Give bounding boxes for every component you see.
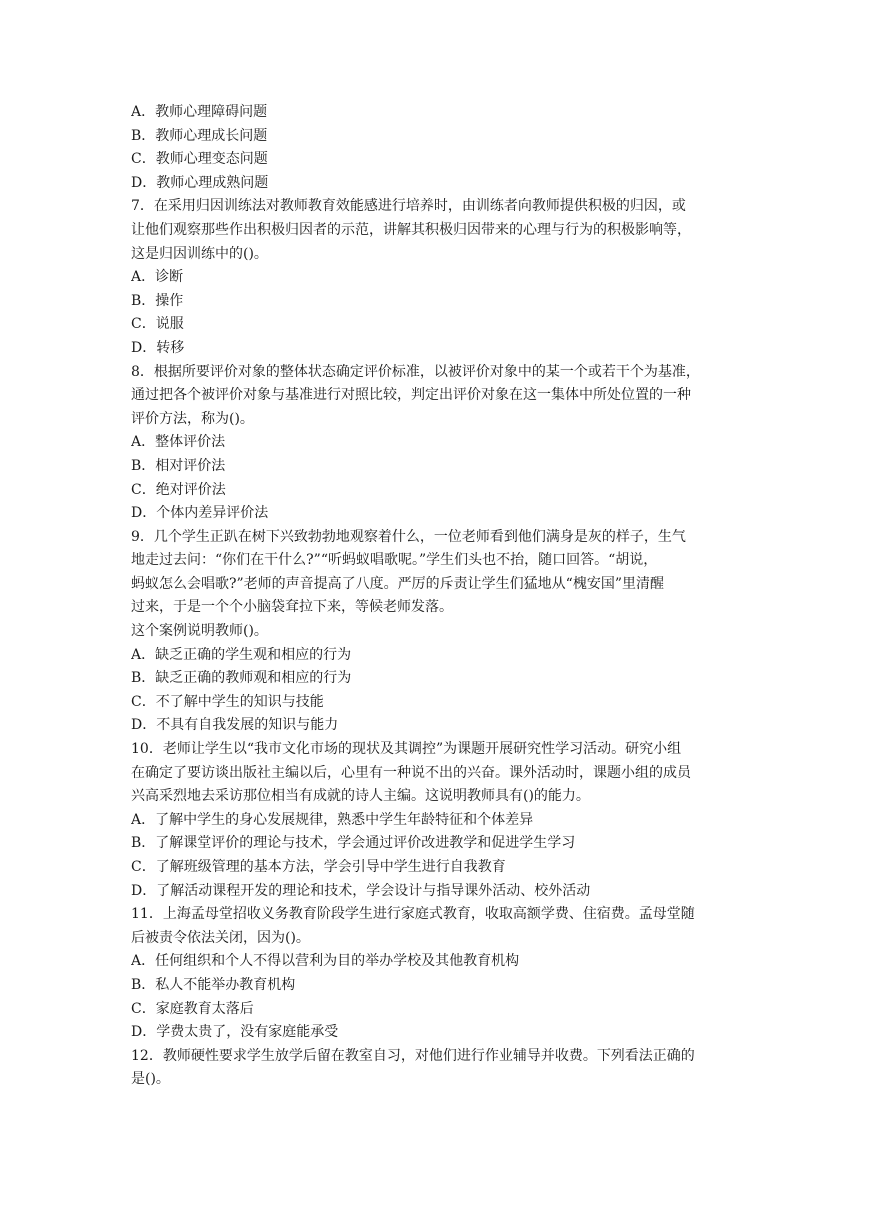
answer-option: A．教师心理障碍问题 [131,104,268,120]
document-page [131,101,741,1092]
question-line: 过来，于是一个个小脑袋耷拉下来，等候老师发落。 [131,599,453,616]
question-line: 评价方法，称为()。 [131,410,254,427]
question-line: 这是归因训练中的()。 [131,245,268,262]
question-line: 11．上海孟母堂招收义务教育阶段学生进行家庭式教育，收取高额学费、住宿费。孟母堂随 [131,906,695,923]
question-line: 后被责令依法关闭，因为()。 [131,929,310,946]
answer-option: D．了解活动课程开发的理论和技术，学会设计与指导课外活动、校外活动 [131,882,591,899]
question-line: 在确定了要访谈出版社主编以后，心里有一种说不出的兴奋。课外活动时，课题小组的成员 [131,764,691,781]
answer-option: C．教师心理变态问题 [131,151,268,168]
question-line: 10．老师让学生以“我市文化市场的现状及其调控”为课题开展研究性学习活动。研究小组 [131,741,682,758]
question-stem [131,903,741,950]
answer-option: C．说服 [131,316,184,333]
question-line: 地走过去问：“你们在干什么?”“听蚂蚁唱歌呢。”学生们头也不抬，随口回答。“胡说， [131,552,658,569]
answer-option: B．操作 [131,292,184,309]
answer-option: D．学费太贵了，没有家庭能承受 [131,1024,339,1041]
answer-option: A．了解中学生的身心发展规律，熟悉中学生年龄特征和个体差异 [131,811,534,828]
question-line: 通过把各个被评价对象与基准进行对照比较，判定出评价对象在这一集体中所处位置的一种 [131,387,691,404]
answer-option: B．缺乏正确的教师观和相应的行为 [131,670,352,687]
question-stem [131,361,741,432]
question-line: 这个案例说明教师()。 [131,623,268,640]
answer-option: B．教师心理成长问题 [131,127,268,144]
answer-option: C．家庭教育太落后 [131,1000,254,1017]
question-line: 7．在采用归因训练法对教师教育效能感进行培养时，由训练者向教师提供积极的归因，或 [131,198,686,215]
question-stem [131,738,741,809]
question-line: 8．根据所要评价对象的整体状态确定评价标准，以被评价对象中的某一个或若干个为基准， [131,363,700,380]
question-stem [131,1045,741,1092]
answer-option: D．教师心理成熟问题 [131,174,269,191]
answer-option: A．任何组织和个人不得以营利为目的举办学校及其他教育机构 [131,953,520,970]
question-line: 兴高采烈地去采访那位相当有成就的诗人主编。这说明教师具有()的能力。 [131,788,590,805]
answer-option: A．整体评价法 [131,434,226,451]
question-line: 蚂蚁怎么会唱歌?”老师的声音提高了八度。严厉的斥责让学生们猛地从“槐安国”里清醒 [131,575,664,592]
question-line: 是()。 [131,1071,170,1088]
answer-option: D．不具有自我发展的知识与能力 [131,717,339,734]
answer-option: C．了解班级管理的基本方法，学会引导中学生进行自我教育 [131,859,506,875]
answer-option: B．私人不能举办教育机构 [131,976,296,993]
answer-option: B．了解课堂评价的理论与技术，学会通过评价改进教学和促进学生学习 [131,835,576,852]
question-line: 9．几个学生正趴在树下兴致勃勃地观察着什么，一位老师看到他们满身是灰的样子，生气 [131,528,686,545]
answer-option: A．诊断 [131,269,184,286]
answer-option: C．不了解中学生的知识与技能 [131,693,324,710]
question-line: 让他们观察那些作出积极归因者的示范，讲解其积极归因带来的心理与行为的积极影响等， [131,221,691,238]
answer-option: C．绝对评价法 [131,481,226,498]
answer-option: B．相对评价法 [131,457,226,474]
answer-option: A．缺乏正确的学生观和相应的行为 [131,646,352,663]
question-stem [131,195,741,266]
answer-option: D．转移 [131,339,185,356]
question-stem [131,526,741,644]
question-line: 12．教师硬性要求学生放学后留在教室自习，对他们进行作业辅导并收费。下列看法正确的 [131,1047,695,1064]
answer-option: D．个体内差异评价法 [131,505,269,522]
